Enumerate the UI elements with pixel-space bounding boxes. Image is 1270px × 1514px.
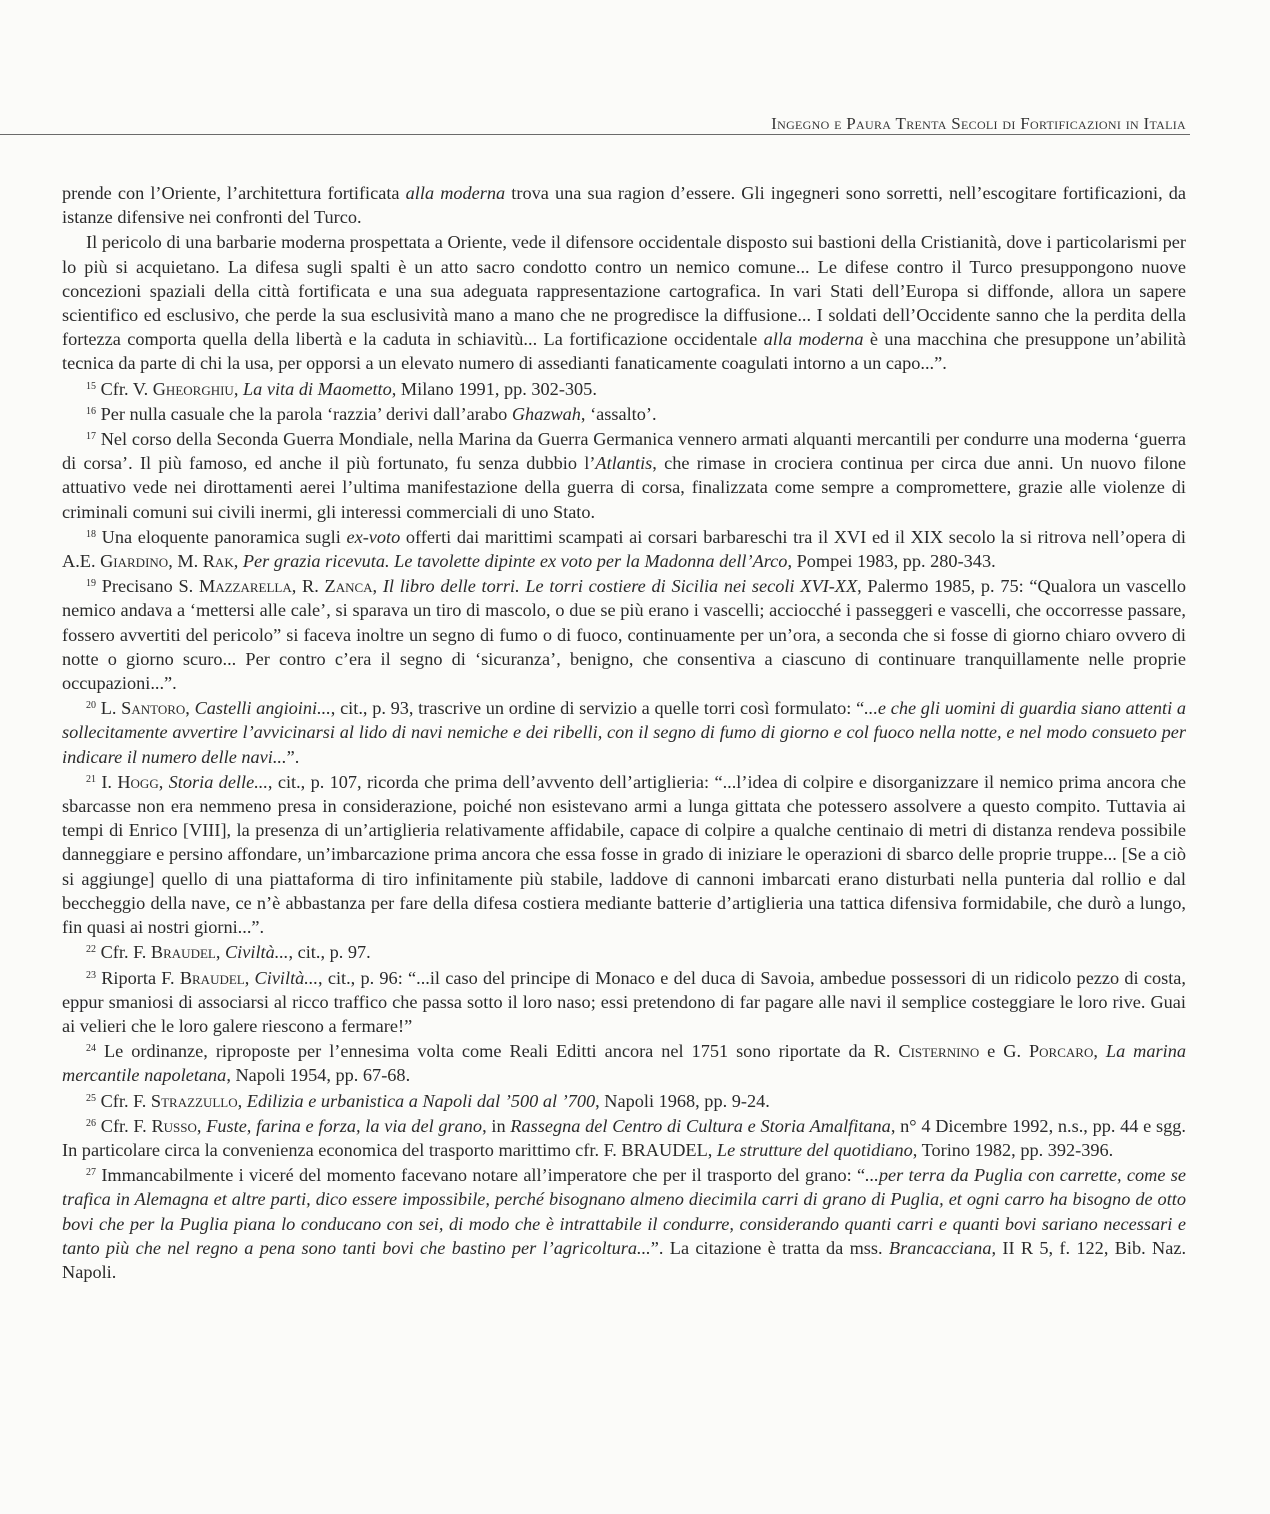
footnote-17: $^{17}$ Nel corso della Seconda Guerra Mondiale, nella Marina da Guerra Germanica vennero armati alquanti mercantili per condurre una moderna ‘guerra di corsa’. Il più famoso, ed anche il più fortunato, fu senza dubbio l’Atlantis, che rimase in crociera continua per circa due anni. Un nuovo filone attuativo vede nei dirottamenti aerei l’ultima manifestazione della guerra di corsa, finalizzata come sempre a compromettere, grazie alle violenze di criminali comuni sui civili inermi, gli interessi commerciali di uno Stato. <box>62 429 1186 522</box>
footnote-number: 23 <box>86 969 96 981</box>
footnote-number: 16 <box>86 405 96 417</box>
body-paragraph: Il pericolo di una barbarie moderna prospettata a Oriente, vede il difensore occidentale disposto sui bastioni della Cristianità, dove i particolarismi per lo più si acquietano. La difesa sugli spalti è un atto sacro condotto contro un nemico comune... Le difese contro il Turco presuppongono nuove concezioni spaziali della città fortificata e una sua adeguata rappresentazione cartografica. In vari Stati dell’Europa si diffonde, allora un sapere scientifico ed esclusivo, che perde la sua esclusività mano a mano che ne progredisce la diffusione... I soldati dell’Occidente sanno che la perdita della fortezza comporta quella della libertà e la caduta in schiavitù... La fortificazione occidentale alla moderna è una macchina che presuppone un’abilità tecnica da parte di chi la usa, per opporsi a un elevato numero di assedianti fanaticamente coagulati intorno a un capo...”. <box>62 232 1186 374</box>
footnote-number: 17 <box>86 431 96 443</box>
footnote-number: 24 <box>86 1043 96 1055</box>
footnote-number: 27 <box>86 1167 96 1179</box>
footnote-20: $^{20}$ L. Santoro, Castelli angioini..., cit., p. 93, trascrive un ordine di servizio a quelle torri così formulato: “...e che gli uomini di guardia siano attenti a sollecitamente avvertire l’avvicinarsi al lido di navi nemiche e dei ribelli, con il segno di fumo di giorno e col fuoco nella notte, e nel modo consueto per indicare il numero delle navi...”. <box>62 698 1186 767</box>
footnote-number: 20 <box>86 700 96 712</box>
header-rule <box>0 134 1190 135</box>
footnote-number: 25 <box>86 1092 96 1104</box>
footnote-18: $^{18}$ Una eloquente panoramica sugli ex-voto offerti dai marittimi scampati ai corsari barbareschi tra il XVI ed il XIX secolo la si ritrova nell’opera di A.E. Giardino, M. Rak, Per grazia ricevuta. Le tavolette dipinte ex voto per la Madonna dell’Arco, Pompei 1983, pp. 280-343. <box>62 526 1186 572</box>
footnote-25: $^{25}$ Cfr. F. Strazzullo, Edilizia e urbanistica a Napoli dal ’500 al ’700, Napoli 1968, pp. 9-24. <box>86 1090 770 1111</box>
footnote-16: $^{16}$ Per nulla casuale che la parola ‘razzia’ derivi dall’arabo Ghazwah, ‘assalto’. <box>86 403 657 424</box>
footnote-21: $^{21}$ I. Hogg, Storia delle..., cit., p. 107, ricorda che prima dell’avvento dell’artiglieria: “...l’idea di colpire e disorganizzare il nemico prima ancora che sbarcasse non era nemmeno presa in considerazione, poiché non esistevano armi a lunga gittata che potessero assolvere a questo compito. Tuttavia ai tempi di Enrico [VIII], la presenza di un’artiglieria relativamente affidabile, capace di colpire a qualche centinaio di metri di distanza rendeva possibile danneggiare e persino affondare, un’imbarcazione prima ancora che essa fosse in grado di iniziare le operazioni di sbarco delle proprie truppe... [Se a ciò si aggiunge] quello di una piattaforma di tiro infinitamente più stabile, laddove di cannoni imbarcati erano disturbati nella punteria dal rollio e dal beccheggio della nave, ce n’è abbastanza per fare della difesa costiera mediante batterie d’artiglieria una tattica difensiva formidabile, che durò a lungo, fin quasi ai nostri giorni...”. <box>62 771 1186 938</box>
footnote-number: 22 <box>86 944 96 956</box>
footnote-number: 26 <box>86 1117 96 1129</box>
running-head: Ingegno e Paura Trenta Secoli di Fortificazioni in Italia <box>771 114 1186 133</box>
footnote-26: $^{26}$ Cfr. F. Russo, Fuste, farina e forza, la via del grano, in Rassegna del Centro di Cultura e Storia Amalfitana, n° 4 Dicembre 1992, n.s., pp. 44 e sgg. In particolare circa la convenienza economica del trasporto marittimo cfr. F. BRAUDEL, Le strutture del quotidiano, Torino 1982, pp. 392-396. <box>62 1115 1187 1160</box>
footnote-number: 18 <box>86 528 96 540</box>
footnote-number: 19 <box>86 578 96 590</box>
page-body <box>62 181 1186 1285</box>
footnote-number: 15 <box>86 380 96 392</box>
footnote-19: $^{19}$ Precisano S. Mazzarella, R. Zanca, Il libro delle torri. Le torri costiere di Sicilia nei secoli XVI-XX, Palermo 1985, p. 75: “Qualora un vascello nemico andava a ‘mettersi alle cale’, si sparava un tiro di mascolo, o due se più erano i vascelli; acciocché i passeggeri e vascelli, che occorresse passare, fossero avvertiti del pericolo” si faceva inoltre un segno di fumo o di fuoco, continuamente per un’ora, a seconda che si fosse di giorno chiaro ovvero di notte o giorno scuro... Per contro c’era il segno di ‘sicuranza’, benigno, che consentiva a ciascuno di continuare tranquillamente nelle proprie occupazioni...”. <box>62 576 1186 694</box>
footnote-24: $^{24}$ Le ordinanze, riproposte per l’ennesima volta come Reali Editti ancora nel 1751 sono riportate da R. Cisternino e G. Porcaro, La marina mercantile napoletana, Napoli 1954, pp. 67-68. <box>62 1041 1186 1086</box>
footnote-27: $^{27}$ Immancabilmente i viceré del momento facevano notare all’imperatore che per il trasporto del grano: “...per terra da Puglia con carrette, come se trafica in Alemagna et altre parti, dico essere impossibile, perché bisognano almeno diecimila carri di grano di Puglia, et ogni carro ha bisogno de otto bovi che per la Puglia piana lo conducano con sei, di modo che è intrattabile il condurre, considerando quanti carri e quanti bovi sariano necessari e tanto più che nel regno a pena sono tanti bovi che bastino per l’agricoltura...”. La citazione è tratta da mss. Brancacciana, II R 5, f. 122, Bib. Naz. Napoli. <box>62 1165 1187 1282</box>
body-paragraph: prende con l’Oriente, l’architettura fortificata alla moderna trova una sua ragion d’essere. Gli ingegneri sono sorretti, nell’escogitare fortificazioni, da istanze difensive nei confronti del Turco. <box>62 183 1187 228</box>
footnote-22: $^{22}$ Cfr. F. Braudel, Civiltà..., cit., p. 97. <box>86 942 371 963</box>
footnote-number: 21 <box>86 773 96 785</box>
footnote-23: $^{23}$ Riporta F. Braudel, Civiltà..., cit., p. 96: “...il caso del principe di Monaco e del duca di Savoia, ambedue possessori di un ridicolo pezzo di costa, eppur smaniosi di associarsi al ricco traffico che passa sotto il loro naso; essi pretendono di far pagare alle navi il semplice costeggiare le loro rive. Guai ai velieri che le loro galere riescono a fermare!” <box>62 967 1186 1036</box>
footnote-15: $^{15}$ Cfr. V. Gheorghiu, La vita di Maometto, Milano 1991, pp. 302-305. <box>86 378 597 399</box>
